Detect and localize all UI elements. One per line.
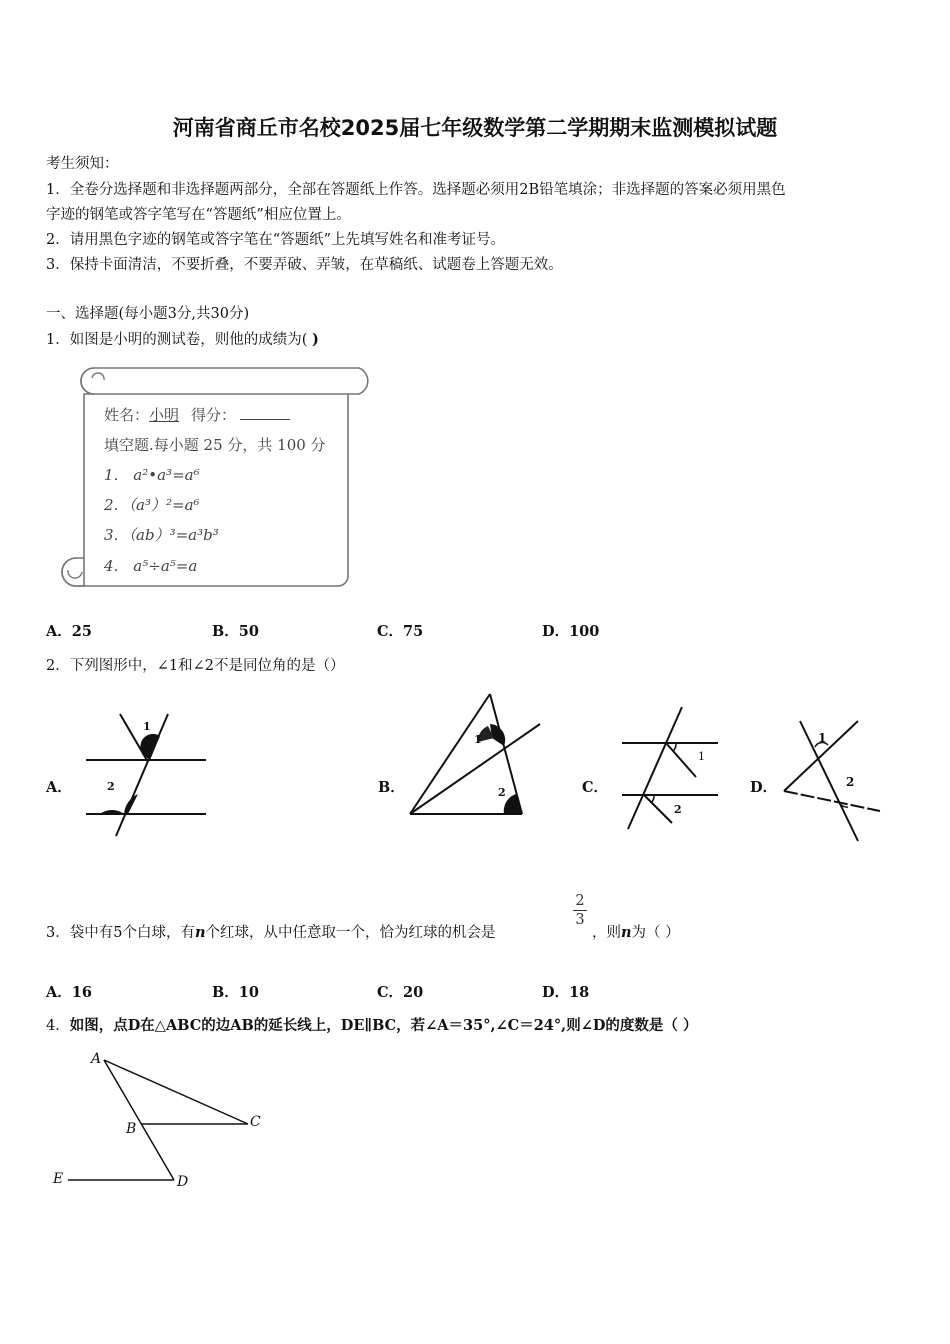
q3-option-c[interactable]: C．20 bbox=[377, 984, 424, 1001]
question-text: 下列图形中，∠1和∠2不是同位角的是（） bbox=[69, 658, 345, 674]
scroll-header: 填空题.每小题 25 分，共 100 分 bbox=[104, 436, 326, 454]
notice-item-1-cont: 字迹的钢笔或答字笔写在“答题纸”相应位置上。 bbox=[46, 207, 351, 223]
question-text: 如图是小明的测试卷，则他的成绩为( bbox=[69, 332, 308, 348]
q2b-angle-1-label: 1 bbox=[474, 733, 482, 746]
page-title: 河南省商丘市名校2025届七年级数学第二学期期末监测模拟试题 bbox=[172, 116, 778, 140]
q2-option-d[interactable]: D． bbox=[750, 779, 778, 796]
q3-option-a[interactable]: A．16 bbox=[46, 984, 92, 1001]
question-1 bbox=[46, 328, 319, 349]
q2-figure-c bbox=[620, 705, 725, 835]
q1-option-d[interactable]: D．100 bbox=[542, 623, 600, 640]
question-number: 3． bbox=[46, 925, 70, 941]
variable-n: n bbox=[621, 924, 632, 941]
q1-option-c[interactable]: C．75 bbox=[377, 623, 424, 640]
variable-n: n bbox=[194, 924, 206, 941]
q2c-angle-2-label: 2 bbox=[674, 803, 682, 816]
scroll-line-2: 2．（a³）²=a⁶ bbox=[104, 496, 200, 514]
q2d-angle-2-label: 2 bbox=[846, 775, 855, 789]
scroll-line-3: 3．（ab）³=a³b³ bbox=[104, 526, 219, 544]
scroll-line-4: 4． a⁵÷a⁵=a bbox=[104, 557, 198, 575]
q1-option-b[interactable]: B．50 bbox=[212, 623, 259, 640]
fraction-numerator: 2 bbox=[575, 893, 585, 909]
question-close: ) bbox=[312, 331, 319, 348]
point-a-label: A bbox=[91, 1051, 102, 1067]
point-c-label: C bbox=[250, 1114, 261, 1130]
question-text: 如图，点D在△ABC的边AB的延长线上，DE∥BC，若∠A＝35°,∠C＝24°,则∠D的度数是（ ） bbox=[69, 1017, 698, 1034]
q3-option-b[interactable]: B．10 bbox=[212, 984, 259, 1001]
question-number: 2． bbox=[46, 658, 70, 674]
q2-option-a[interactable]: A． bbox=[46, 779, 72, 796]
point-b-label: B bbox=[126, 1121, 137, 1137]
q4-figure bbox=[50, 1050, 280, 1200]
q2-figure-b bbox=[404, 690, 544, 820]
question-4 bbox=[46, 1014, 697, 1035]
question-3-end: ，则n为（ ） bbox=[592, 924, 680, 941]
q1-option-a[interactable]: A．25 bbox=[46, 623, 92, 640]
scroll-name-row: 姓名：小明 得分： bbox=[104, 404, 290, 425]
question-number: 1． bbox=[46, 332, 70, 348]
section-heading: 一、选择题(每小题3分,共30分) bbox=[46, 306, 250, 322]
scroll-line-1: 1． a²•a³=a⁶ bbox=[104, 466, 200, 484]
question-2 bbox=[46, 654, 344, 675]
question-3: 3．袋中有5个白球，有n个红球，从中任意取一个，恰为红球的机会是 bbox=[46, 924, 496, 941]
point-e-label: E bbox=[53, 1171, 64, 1187]
q2-figure-d bbox=[780, 715, 885, 845]
q2a-angle-2-label: 2 bbox=[107, 780, 115, 793]
q2c-angle-1-label: 1 bbox=[698, 750, 705, 763]
q3-option-d[interactable]: D．18 bbox=[542, 984, 590, 1001]
notice-heading: 考生须知： bbox=[46, 156, 119, 172]
q2-option-b[interactable]: B． bbox=[378, 779, 405, 796]
point-d-label: D bbox=[177, 1174, 189, 1190]
scroll-name-value: 小明 bbox=[149, 406, 180, 424]
q2b-angle-2-label: 2 bbox=[498, 786, 506, 799]
notice-item-3: 3．保持卡面清洁，不要折叠，不要弄破、弄皱，在草稿纸、试题卷上答题无效。 bbox=[46, 257, 563, 273]
notice-item-2: 2．请用黑色字迹的钢笔或答字笔在“答题纸”上先填写姓名和准考证号。 bbox=[46, 232, 506, 248]
test-paper-scroll bbox=[54, 364, 379, 589]
q2-option-c[interactable]: C． bbox=[582, 779, 609, 796]
q2d-angle-1-label: 1 bbox=[818, 731, 827, 745]
notice-item-1: 1．全卷分选择题和非选择题两部分，全部在答题纸上作答。选择题必须用2B铅笔填涂；非选择题的答案必须用黑色 bbox=[46, 182, 786, 198]
fraction-denominator: 3 bbox=[575, 912, 585, 928]
question-number: 4． bbox=[46, 1018, 70, 1034]
fraction-two-thirds bbox=[573, 893, 587, 928]
q2a-angle-1-label: 1 bbox=[143, 720, 151, 733]
